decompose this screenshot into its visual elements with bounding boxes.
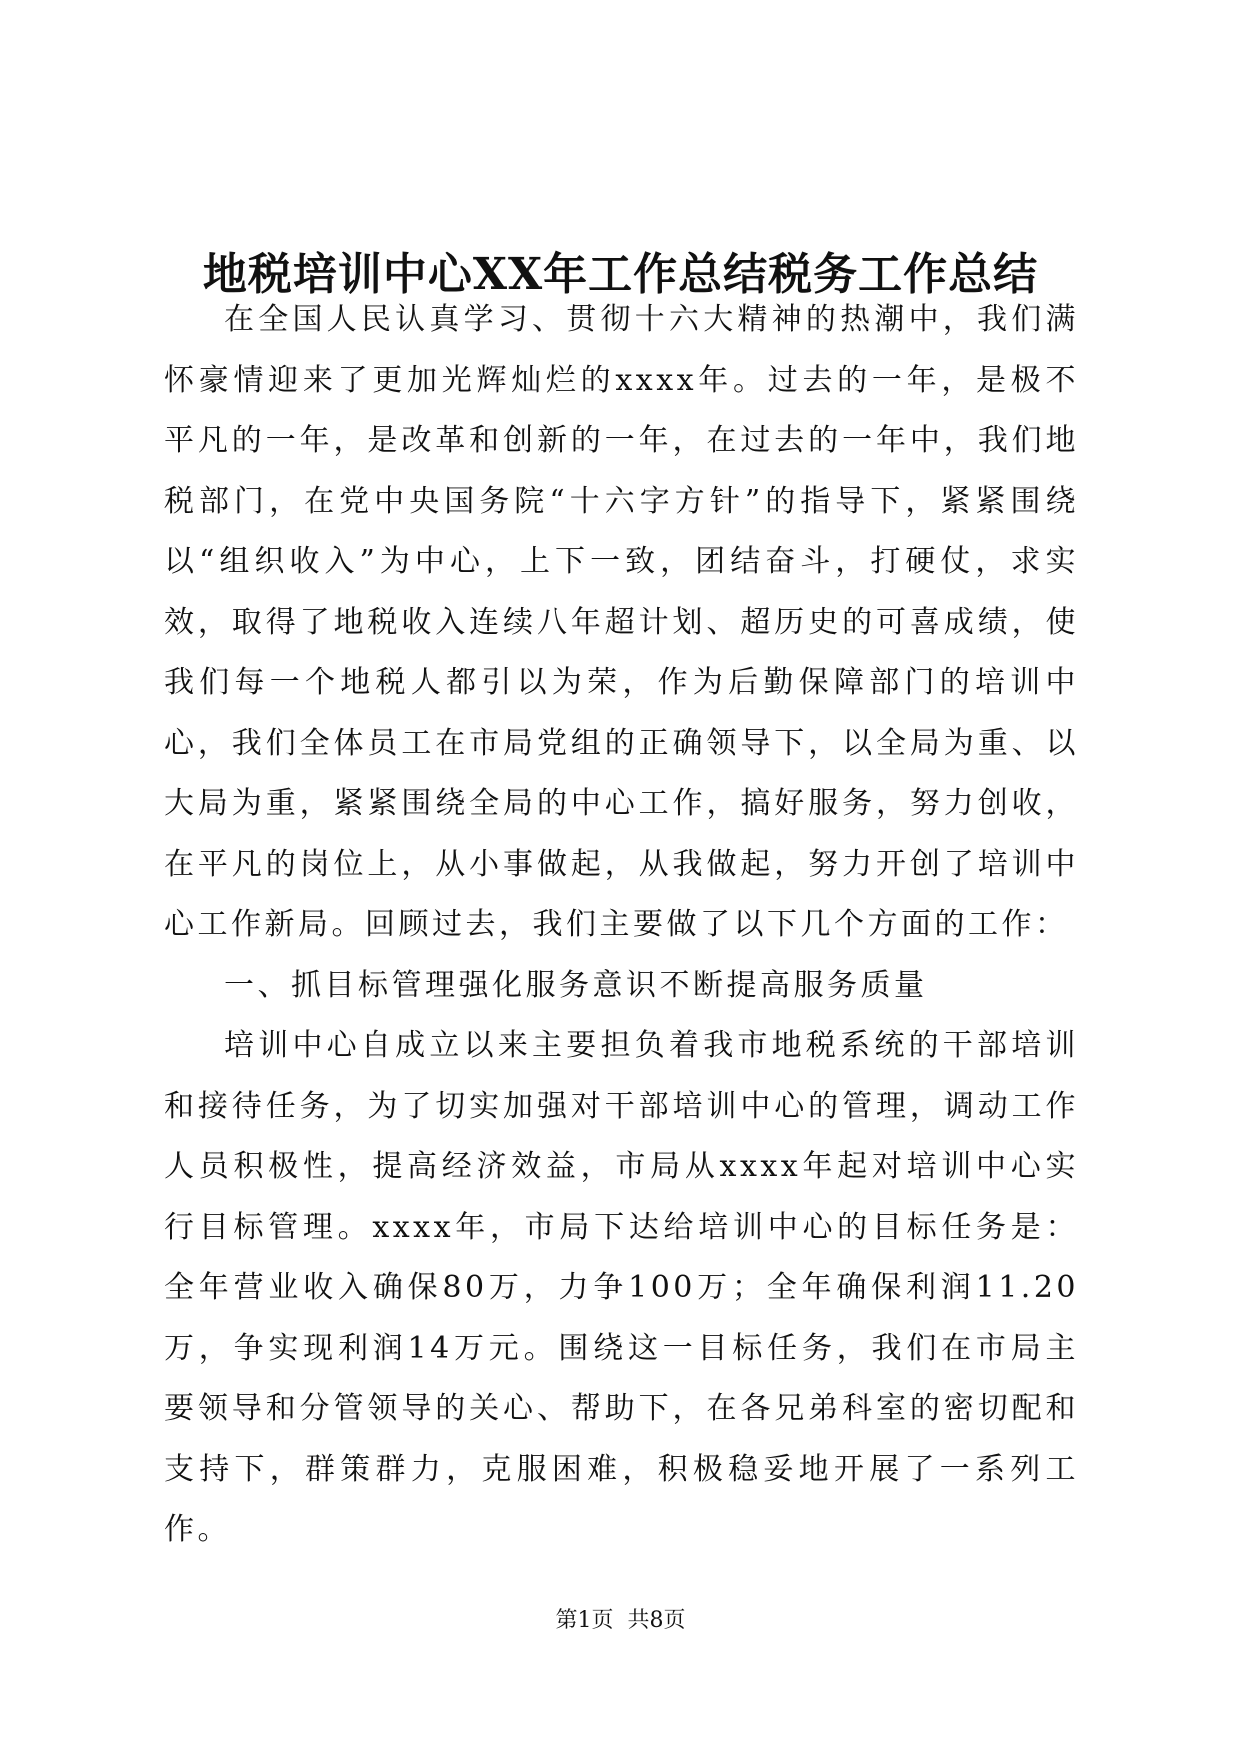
document-body: [164, 290, 1079, 1561]
section-heading-1: 一、抓目标管理强化服务意识不断提高服务质量: [224, 967, 928, 1003]
paragraph-intro: 在全国人民认真学习、贯彻十六大精神的热潮中，我们满怀豪情迎来了更加光辉灿烂的xxxx年。过去的一年，是极不平凡的一年，是改革和创新的一年，在过去的一年中，我们地税部门，在党中央国务院“十六字方针”的指导下，紧紧围绕以“组织收入”为中心，上下一致，团结奋斗，打硬仗，求实效，取得了地税收入连续八年超计划、超历史的可喜成绩，使我们每一个地税人都引以为荣，作为后勤保障部门的培训中心，我们全体员工在市局党组的正确领导下，以全局为重、以大局为重，紧紧围绕全局的中心工作，搞好服务，努力创收，在平凡的岗位上，从小事做起，从我做起，努力开创了培训中心工作新局。回顾过去，我们主要做了以下几个方面的工作：: [164, 302, 1079, 942]
page-footer: [0, 1606, 1241, 1636]
document-title: 地税培训中心XX年工作总结税务工作总结: [202, 249, 1039, 301]
paragraph-section-1: 培训中心自成立以来主要担负着我市地税系统的干部培训和接待任务，为了切实加强对干部培训中心的管理，调动工作人员积极性，提高经济效益，市局从xxxx年起对培训中心实行目标管理。xxxx年，市局下达给培训中心的目标任务是：全年营业收入确保80万，力争100万；全年确保利润11.20万，争实现利润14万元。围绕这一目标任务，我们在市局主要领导和分管领导的关心、帮助下，在各兄弟科室的密切配和支持下，群策群力，克服困难，积极稳妥地开展了一系列工作。: [164, 1028, 1079, 1547]
page-total: 共8页: [627, 1608, 686, 1633]
page-number: 第1页: [555, 1608, 614, 1633]
